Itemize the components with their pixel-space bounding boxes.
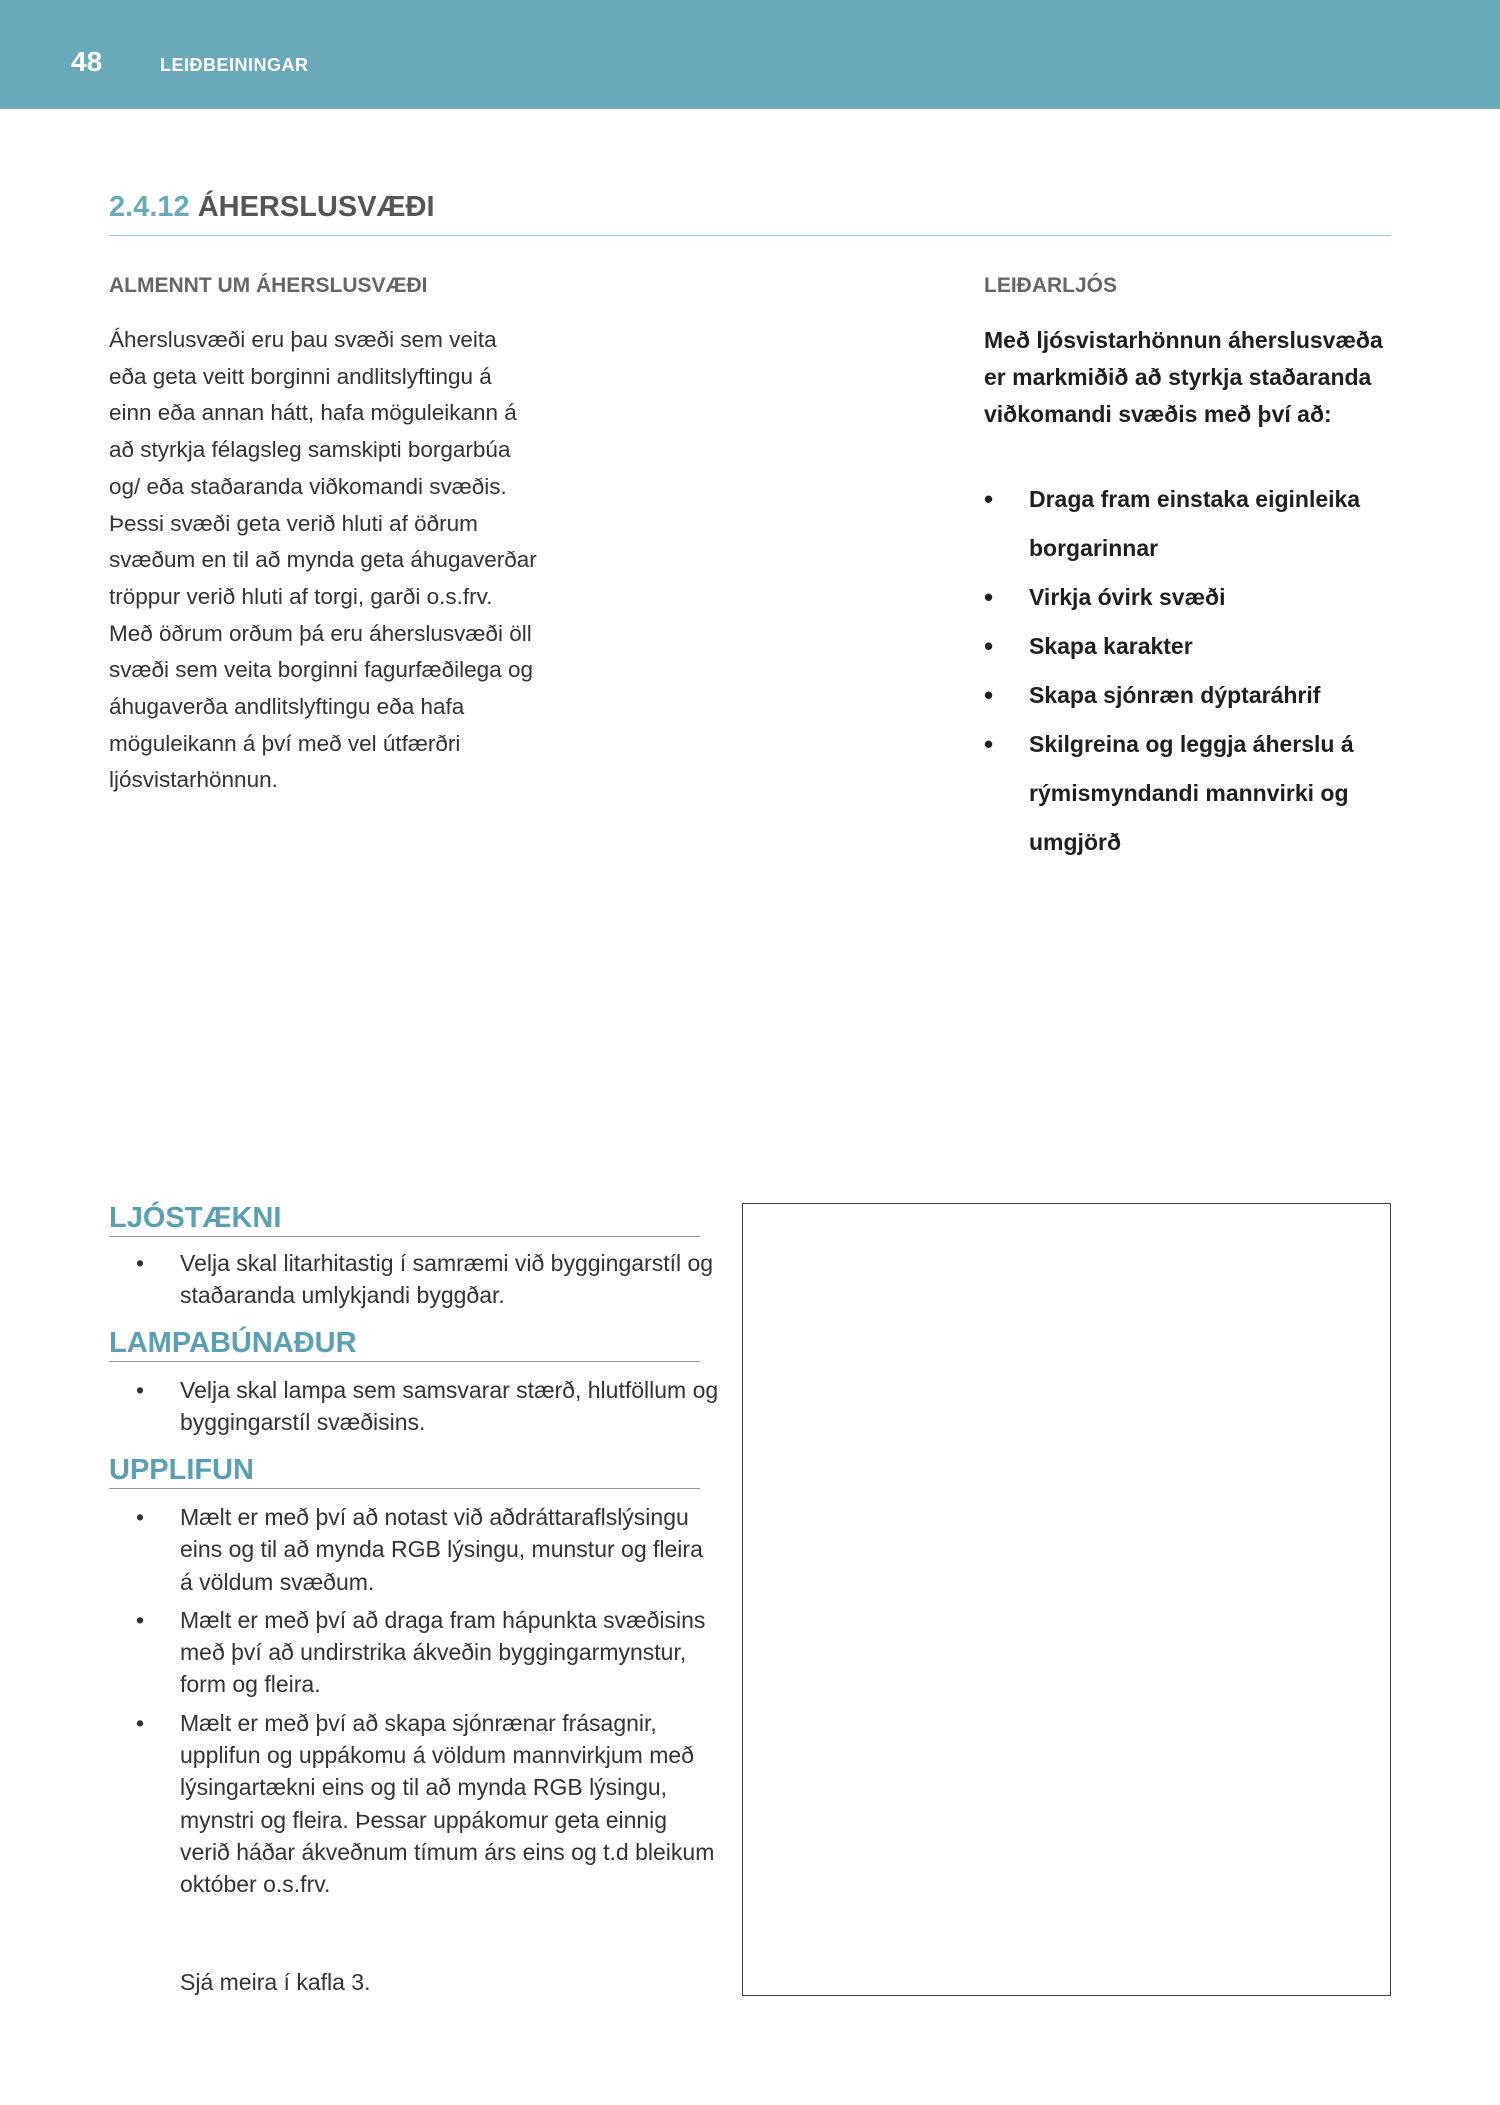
section-number: 2.4.12 bbox=[109, 191, 190, 223]
ljostaekni-list bbox=[109, 1247, 721, 1318]
leidarljos-heading: LEIÐARLJÓS bbox=[984, 274, 1118, 297]
leidarljos-item: • Skilgreina og leggja áherslu á rýmismyndandi mannvirki og umgjörð bbox=[984, 720, 1404, 867]
image-placeholder-frame bbox=[742, 1203, 1391, 1996]
running-title: LEIÐBEININGAR bbox=[160, 55, 309, 75]
upplifun-item: • Mælt er með því að skapa sjónrænar frásagnir, upplifun og uppákomu á völdum mannvirkjum með lýsingartækni eins og til að mynda RGB lýsingu, mynstri og fleira. Þessar uppákomur geta einnig verið háðar ákveðnum tímum árs eins og t.d bleikum október o.s.frv. bbox=[109, 1707, 721, 1901]
intro-heading: ALMENNT UM ÁHERSLUSVÆÐI bbox=[109, 274, 428, 297]
leidarljos-lead: Með ljósvistarhönnun áherslusvæða er markmiðið að styrkja staðaranda viðkomandi svæðis með því að: bbox=[984, 327, 1383, 427]
upplifun-item: • Mælt er með því að draga fram hápunkta svæðisins með því að undirstrika ákveðin byggingarmynstur, form og fleira. bbox=[109, 1604, 721, 1701]
lampabunadur-item: • Velja skal lampa sem samsvarar stærð, hlutföllum og byggingarstíl svæðisins. bbox=[109, 1374, 721, 1439]
leidarljos-item: • Skapa karakter bbox=[984, 622, 1404, 671]
leidarljos-item: • Skapa sjónræn dýptaráhrif bbox=[984, 671, 1404, 720]
upplifun-heading: UPPLIFUN bbox=[109, 1452, 700, 1489]
upplifun-item: • Mælt er með því að notast við aðdráttaraflslýsingu eins og til að mynda RGB lýsingu, munstur og fleira á völdum svæðum. bbox=[109, 1501, 721, 1598]
ljostaekni-heading: LJÓSTÆKNI bbox=[109, 1200, 700, 1237]
page-number: 48 bbox=[71, 46, 103, 77]
lampabunadur-heading: LAMPABÚNAÐUR bbox=[109, 1325, 700, 1362]
header-bar bbox=[0, 0, 1500, 109]
upplifun-list bbox=[109, 1501, 721, 1907]
leidarljos-list bbox=[984, 475, 1404, 867]
lampabunadur-list bbox=[109, 1374, 721, 1445]
title-divider bbox=[109, 235, 1391, 236]
leidarljos-item: • Draga fram einstaka eiginleika borgarinnar bbox=[984, 475, 1404, 573]
see-more-note: Sjá meira í kafla 3. bbox=[180, 1969, 371, 1995]
ljostaekni-item: • Velja skal litarhitastig í samræmi við byggingarstíl og staðaranda umlykjandi byggðar. bbox=[109, 1247, 721, 1312]
leidarljos-item: • Virkja óvirk svæði bbox=[984, 573, 1404, 622]
intro-paragraph: Áherslusvæði eru þau svæði sem veita eða geta veitt borginni andlitslyftingu á einn eða annan hátt, hafa möguleikann á að styrkja félagsleg samskipti borgarbúa og/ eða staðaranda viðkomandi svæðis. Þessi svæði geta verið hluti af öðrum svæðum en til að mynda geta áhugaverðar tröppur verið hluti af torgi, garði o.s.frv. Með öðrum orðum þá eru áherslusvæði öll svæði sem veita borginni fagurfæðilega og áhugaverða andlitslyftingu eða hafa möguleikann á því með vel útfærðri ljósvistarhönnun. bbox=[109, 327, 537, 793]
section-title bbox=[109, 188, 435, 226]
section-title-text: ÁHERSLUSVÆÐI bbox=[197, 191, 435, 223]
